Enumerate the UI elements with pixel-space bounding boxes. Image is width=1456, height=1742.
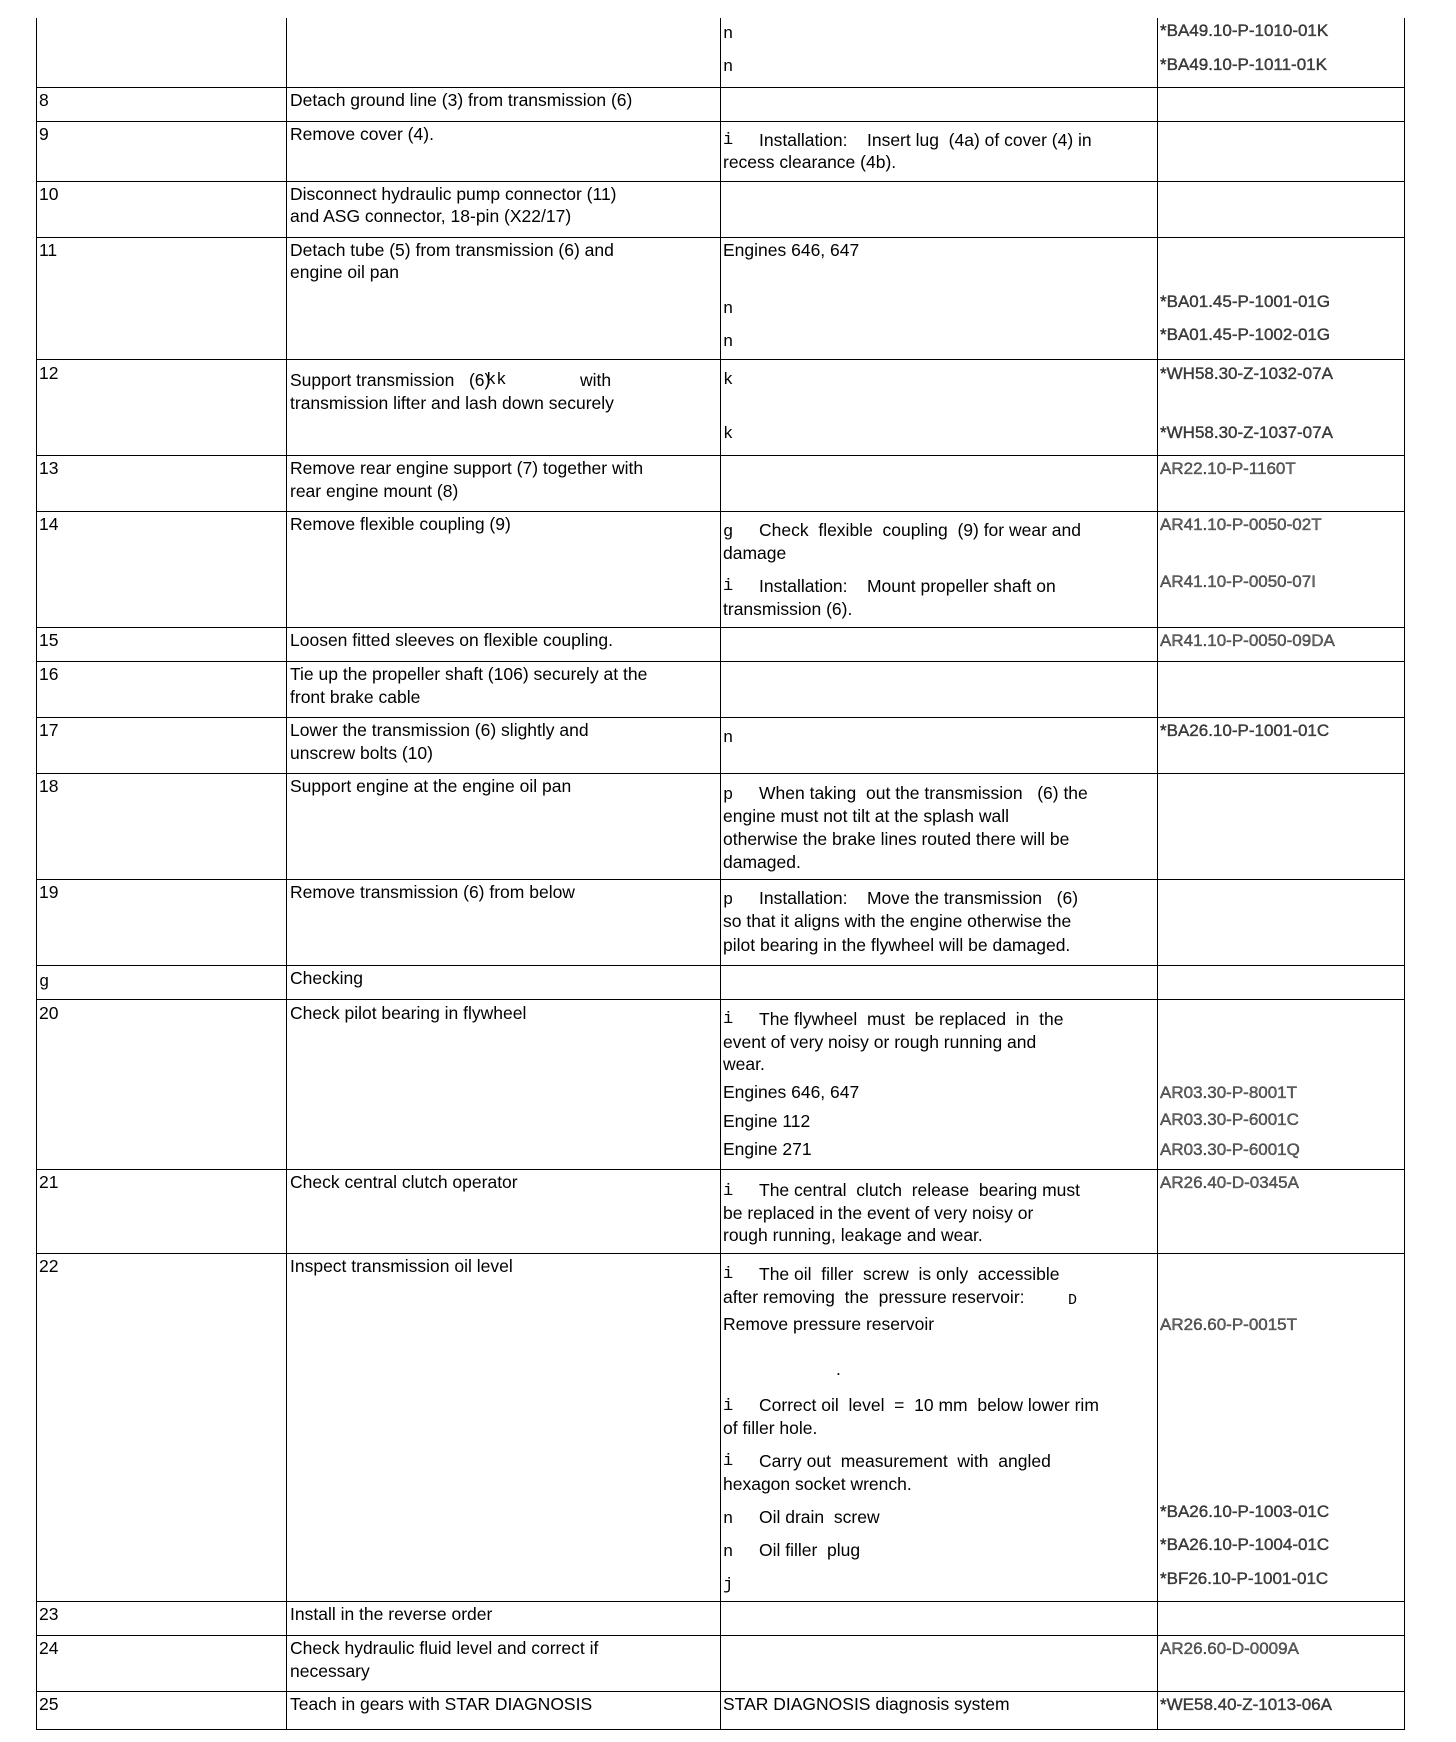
reference-link[interactable]: *BA01.45-P-1001-01G xyxy=(1160,292,1331,311)
reference-link[interactable]: *BA26.10-P-1001-01C xyxy=(1160,721,1330,740)
table-border-bottom xyxy=(36,1729,1405,1730)
step-number: 24 xyxy=(39,1638,59,1658)
note-text: damage xyxy=(723,543,787,563)
step-action: unscrew bolts (10) xyxy=(290,743,433,763)
step-action: Check pilot bearing in flywheel xyxy=(290,1003,527,1023)
row-divider xyxy=(36,965,1405,966)
note-text: Engines 646, 647 xyxy=(723,1082,860,1102)
note-marker: n xyxy=(723,729,734,748)
step-action: Loosen fitted sleeves on flexible coupling. xyxy=(290,630,613,650)
row-divider xyxy=(36,1635,1405,1636)
row-divider xyxy=(36,627,1405,628)
note-text: Oil drain screw xyxy=(759,1507,880,1527)
note-text: Remove pressure reservoir xyxy=(723,1314,935,1334)
note-text: STAR DIAGNOSIS diagnosis system xyxy=(723,1694,1010,1714)
step-number: 23 xyxy=(39,1604,59,1624)
step-action: rear engine mount (8) xyxy=(290,481,459,501)
row-divider xyxy=(36,999,1405,1000)
step-number: 18 xyxy=(39,776,59,796)
step-action: Remove flexible coupling (9) xyxy=(290,514,511,534)
step-action: Support engine at the engine oil pan xyxy=(290,776,572,796)
note-text: Installation: Move the transmission (6) xyxy=(759,888,1079,908)
row-divider xyxy=(36,511,1405,512)
step-action: with xyxy=(580,370,612,390)
step-action: Teach in gears with STAR DIAGNOSIS xyxy=(290,1694,593,1714)
note-text: Correct oil level = 10 mm below lower rim xyxy=(759,1395,1099,1415)
note-text: The flywheel must be replaced in the xyxy=(759,1009,1064,1029)
reference-link[interactable]: *WH58.30-Z-1037-07A xyxy=(1160,423,1333,442)
step-number: 25 xyxy=(39,1694,59,1714)
note-marker: i xyxy=(723,1182,734,1201)
row-divider xyxy=(36,359,1405,360)
table-border-right xyxy=(1404,18,1405,1730)
note-text: Installation: Mount propeller shaft on xyxy=(759,576,1056,596)
note-text: Engine 112 xyxy=(723,1111,811,1131)
note-text: so that it aligns with the engine otherwise the xyxy=(723,911,1072,931)
note-marker: g xyxy=(723,523,734,542)
step-number: 9 xyxy=(39,124,49,144)
row-divider xyxy=(36,1691,1405,1692)
note-text: The oil filler screw is only accessible xyxy=(759,1264,1060,1284)
note-marker: D xyxy=(1068,1292,1078,1309)
reference-link[interactable]: AR03.30-P-6001C xyxy=(1160,1110,1299,1129)
note-text: otherwise the brake lines routed there will be xyxy=(723,829,1070,849)
note-marker: j xyxy=(723,1576,734,1595)
step-number: 17 xyxy=(39,720,59,740)
step-number: 19 xyxy=(39,882,59,902)
step-action: Detach tube (5) from transmission (6) and xyxy=(290,240,614,260)
step-action: Disconnect hydraulic pump connector (11) xyxy=(290,184,617,204)
note-marker: n xyxy=(723,1510,734,1529)
note-marker: i xyxy=(723,131,734,150)
row-divider xyxy=(36,773,1405,774)
note-marker: i xyxy=(723,577,734,596)
step-action: Detach ground line (3) from transmission (6) xyxy=(290,90,633,110)
step-action-symbol: kk xyxy=(486,371,507,390)
step-number: 21 xyxy=(39,1172,59,1192)
step-action: Check hydraulic fluid level and correct if xyxy=(290,1638,599,1658)
note-marker: n xyxy=(723,25,734,44)
note-text: hexagon socket wrench. xyxy=(723,1474,912,1494)
step-action: transmission lifter and lash down securely xyxy=(290,393,614,413)
note-text: pilot bearing in the flywheel will be damaged. xyxy=(723,935,1071,955)
note-text: of filler hole. xyxy=(723,1418,818,1438)
note-text: rough running, leakage and wear. xyxy=(723,1225,983,1245)
column-divider-3 xyxy=(1157,18,1158,1730)
row-divider xyxy=(36,181,1405,182)
step-action: Tie up the propeller shaft (106) securely at the xyxy=(290,664,648,684)
note-marker: k xyxy=(723,371,734,390)
row-divider xyxy=(36,1169,1405,1170)
reference-link[interactable]: AR41.10-P-0050-07I xyxy=(1160,572,1316,591)
reference-link[interactable]: AR26.40-D-0345A xyxy=(1160,1173,1299,1192)
note-marker: i xyxy=(723,1397,734,1416)
step-number: 15 xyxy=(39,630,59,650)
column-divider-2 xyxy=(720,18,721,1730)
note-marker: n xyxy=(723,333,734,352)
step-action: Remove transmission (6) from below xyxy=(290,882,575,902)
step-number: 11 xyxy=(39,240,58,260)
reference-link[interactable]: *BA49.10-P-1010-01K xyxy=(1160,21,1329,40)
note-text: be replaced in the event of very noisy or xyxy=(723,1203,1034,1223)
note-text: The central clutch release bearing must xyxy=(759,1180,1080,1200)
note-marker: p xyxy=(723,891,734,910)
note-marker: k xyxy=(723,425,734,444)
step-action: Inspect transmission oil level xyxy=(290,1256,513,1276)
step-action: necessary xyxy=(290,1661,370,1681)
note-marker: n xyxy=(723,58,734,77)
note-text: Engines 646, 647 xyxy=(723,240,860,260)
reference-link[interactable]: AR26.60-D-0009A xyxy=(1160,1639,1299,1658)
step-action: front brake cable xyxy=(290,687,421,707)
row-divider xyxy=(36,237,1405,238)
note-marker: n xyxy=(723,300,734,319)
step-number: 16 xyxy=(39,664,59,684)
row-divider xyxy=(36,455,1405,456)
step-action: engine oil pan xyxy=(290,262,399,282)
note-text: recess clearance (4b). xyxy=(723,152,897,172)
reference-link[interactable]: AR22.10-P-1160T xyxy=(1160,459,1296,478)
note-marker: p xyxy=(723,786,734,805)
reference-link[interactable]: *BA01.45-P-1002-01G xyxy=(1160,325,1331,344)
note-text: Carry out measurement with angled xyxy=(759,1451,1051,1471)
note-text: wear. xyxy=(723,1054,765,1074)
reference-link[interactable]: AR26.60-P-0015T xyxy=(1160,1315,1298,1334)
row-divider xyxy=(36,1253,1405,1254)
row-divider xyxy=(36,717,1405,718)
step-number: 8 xyxy=(39,90,49,110)
reference-link[interactable]: *BF26.10-P-1001-01C xyxy=(1160,1569,1329,1588)
note-text: transmission (6). xyxy=(723,599,853,619)
row-divider xyxy=(36,121,1405,122)
note-marker: i xyxy=(723,1010,734,1029)
step-action: and ASG connector, 18-pin (X22/17) xyxy=(290,206,572,226)
note-marker: i xyxy=(723,1452,734,1471)
reference-link[interactable]: *WH58.30-Z-1032-07A xyxy=(1160,364,1333,383)
section-heading: Checking xyxy=(290,968,363,988)
step-action: Check central clutch operator xyxy=(290,1172,518,1192)
reference-link[interactable]: *BA26.10-P-1004-01C xyxy=(1160,1535,1330,1554)
step-number: 10 xyxy=(39,184,59,204)
reference-link[interactable]: AR41.10-P-0050-09DA xyxy=(1160,631,1335,650)
step-number: 14 xyxy=(39,514,59,534)
reference-link[interactable]: AR41.10-P-0050-02T xyxy=(1160,515,1322,534)
reference-link[interactable]: *BA49.10-P-1011-01K xyxy=(1160,55,1327,74)
note-text: Oil filler plug xyxy=(759,1540,861,1560)
reference-link[interactable]: *BA26.10-P-1003-01C xyxy=(1160,1502,1330,1521)
note-text: When taking out the transmission (6) the xyxy=(759,783,1088,803)
row-divider xyxy=(36,879,1405,880)
step-number: 20 xyxy=(39,1003,59,1023)
step-action: Remove rear engine support (7) together with xyxy=(290,458,644,478)
table-border-left xyxy=(36,18,37,1730)
row-divider xyxy=(36,661,1405,662)
note-marker: i xyxy=(723,1265,734,1284)
reference-link[interactable]: AR03.30-P-6001Q xyxy=(1160,1140,1300,1159)
note-text: . xyxy=(836,1359,841,1379)
step-action: Install in the reverse order xyxy=(290,1604,493,1624)
row-divider xyxy=(36,1601,1405,1602)
step-action: Remove cover (4). xyxy=(290,124,434,144)
step-number: 22 xyxy=(39,1256,59,1276)
step-number: 13 xyxy=(39,458,59,478)
note-text: Check flexible coupling (9) for wear and xyxy=(759,520,1081,540)
step-action: Lower the transmission (6) slightly and xyxy=(290,720,589,740)
note-text: damaged. xyxy=(723,852,801,872)
note-text: event of very noisy or rough running and xyxy=(723,1032,1037,1052)
note-marker: n xyxy=(723,1543,734,1562)
reference-link[interactable]: AR03.30-P-8001T xyxy=(1160,1083,1298,1102)
step-number: g xyxy=(39,973,50,992)
reference-link[interactable]: *WE58.40-Z-1013-06A xyxy=(1160,1695,1332,1714)
note-text: engine must not tilt at the splash wall xyxy=(723,806,1009,826)
note-text: Engine 271 xyxy=(723,1139,812,1159)
column-divider-1 xyxy=(286,18,287,1730)
note-text: Installation: Insert lug (4a) of cover (4) in xyxy=(759,130,1092,150)
step-number: 12 xyxy=(39,363,59,383)
step-action: Support transmission (6) xyxy=(290,370,491,390)
row-divider xyxy=(36,87,1405,88)
note-text: after removing the pressure reservoir: xyxy=(723,1287,1025,1307)
